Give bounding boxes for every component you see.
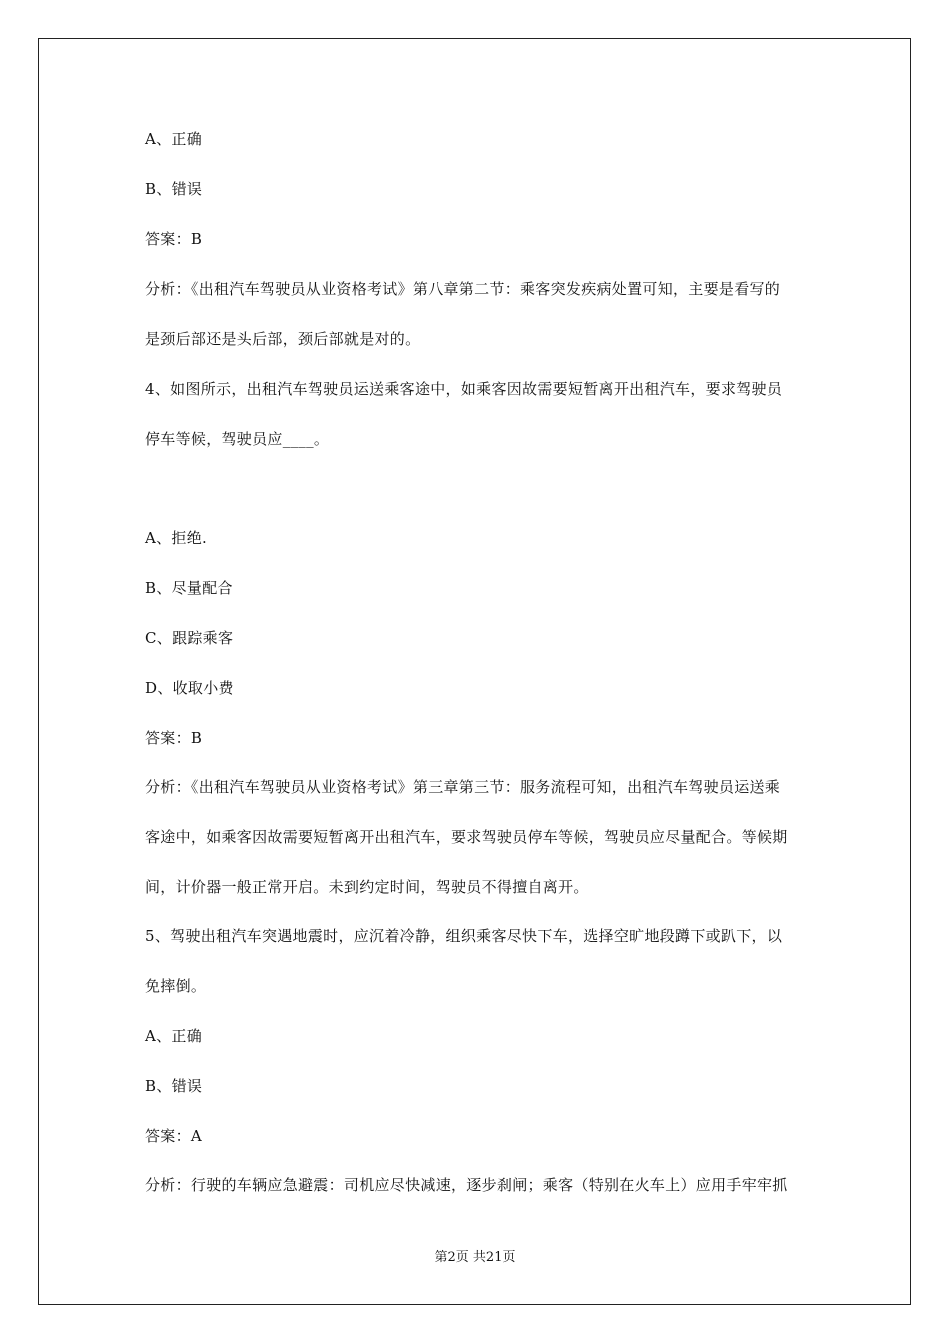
- q4-analysis-line-2: 客途中，如乘客因故需要短暂离开出租汽车，要求驾驶员停车等候，驾驶员应尽量配合。等候期: [145, 828, 788, 846]
- q4-option-a: A、拒绝.: [145, 529, 208, 547]
- page-number: 第2页 共21页: [434, 1250, 516, 1265]
- q5-option-a: A、正确: [145, 1027, 203, 1045]
- q3-option-a: A、正确: [145, 130, 203, 148]
- q4-answer: 答案：B: [145, 729, 203, 747]
- q3-answer: 答案：B: [145, 230, 203, 248]
- q5-question-line-2: 免摔倒。: [145, 977, 207, 995]
- q3-analysis-line-1: 分析：《出租汽车驾驶员从业资格考试》第八章第二节：乘客突发疾病处置可知，主要是看写的: [145, 280, 781, 298]
- q4-analysis-line-1: 分析：《出租汽车驾驶员从业资格考试》第三章第三节：服务流程可知，出租汽车驾驶员运送乘: [145, 778, 781, 796]
- q5-question-line-1: 5、驾驶出租汽车突遇地震时，应沉着冷静，组织乘客尽快下车，选择空旷地段蹲下或趴下，以: [145, 927, 783, 945]
- q3-analysis-line-2: 是颈后部还是头后部，颈后部就是对的。: [145, 330, 421, 348]
- q4-analysis-line-3: 间，计价器一般正常开启。未到约定时间，驾驶员不得擅自离开。: [145, 878, 589, 896]
- q5-answer: 答案：A: [145, 1127, 203, 1145]
- q4-option-c: C、跟踪乘客: [145, 629, 234, 647]
- q5-option-b: B、错误: [145, 1077, 203, 1095]
- q4-option-d: D、收取小费: [145, 679, 234, 697]
- q5-analysis-line-1: 分析：行驶的车辆应急避震：司机应尽快减速，逐步刹闸；乘客（特别在火车上）应用手牢牢抓: [145, 1176, 788, 1194]
- q4-question-line-1: 4、如图所示，出租汽车驾驶员运送乘客途中，如乘客因故需要短暂离开出租汽车，要求驾驶员: [145, 380, 783, 398]
- q3-option-b: B、错误: [145, 180, 203, 198]
- q4-option-b: B、尽量配合: [145, 579, 233, 597]
- q4-question-line-2: 停车等候，驾驶员应____。: [145, 430, 330, 448]
